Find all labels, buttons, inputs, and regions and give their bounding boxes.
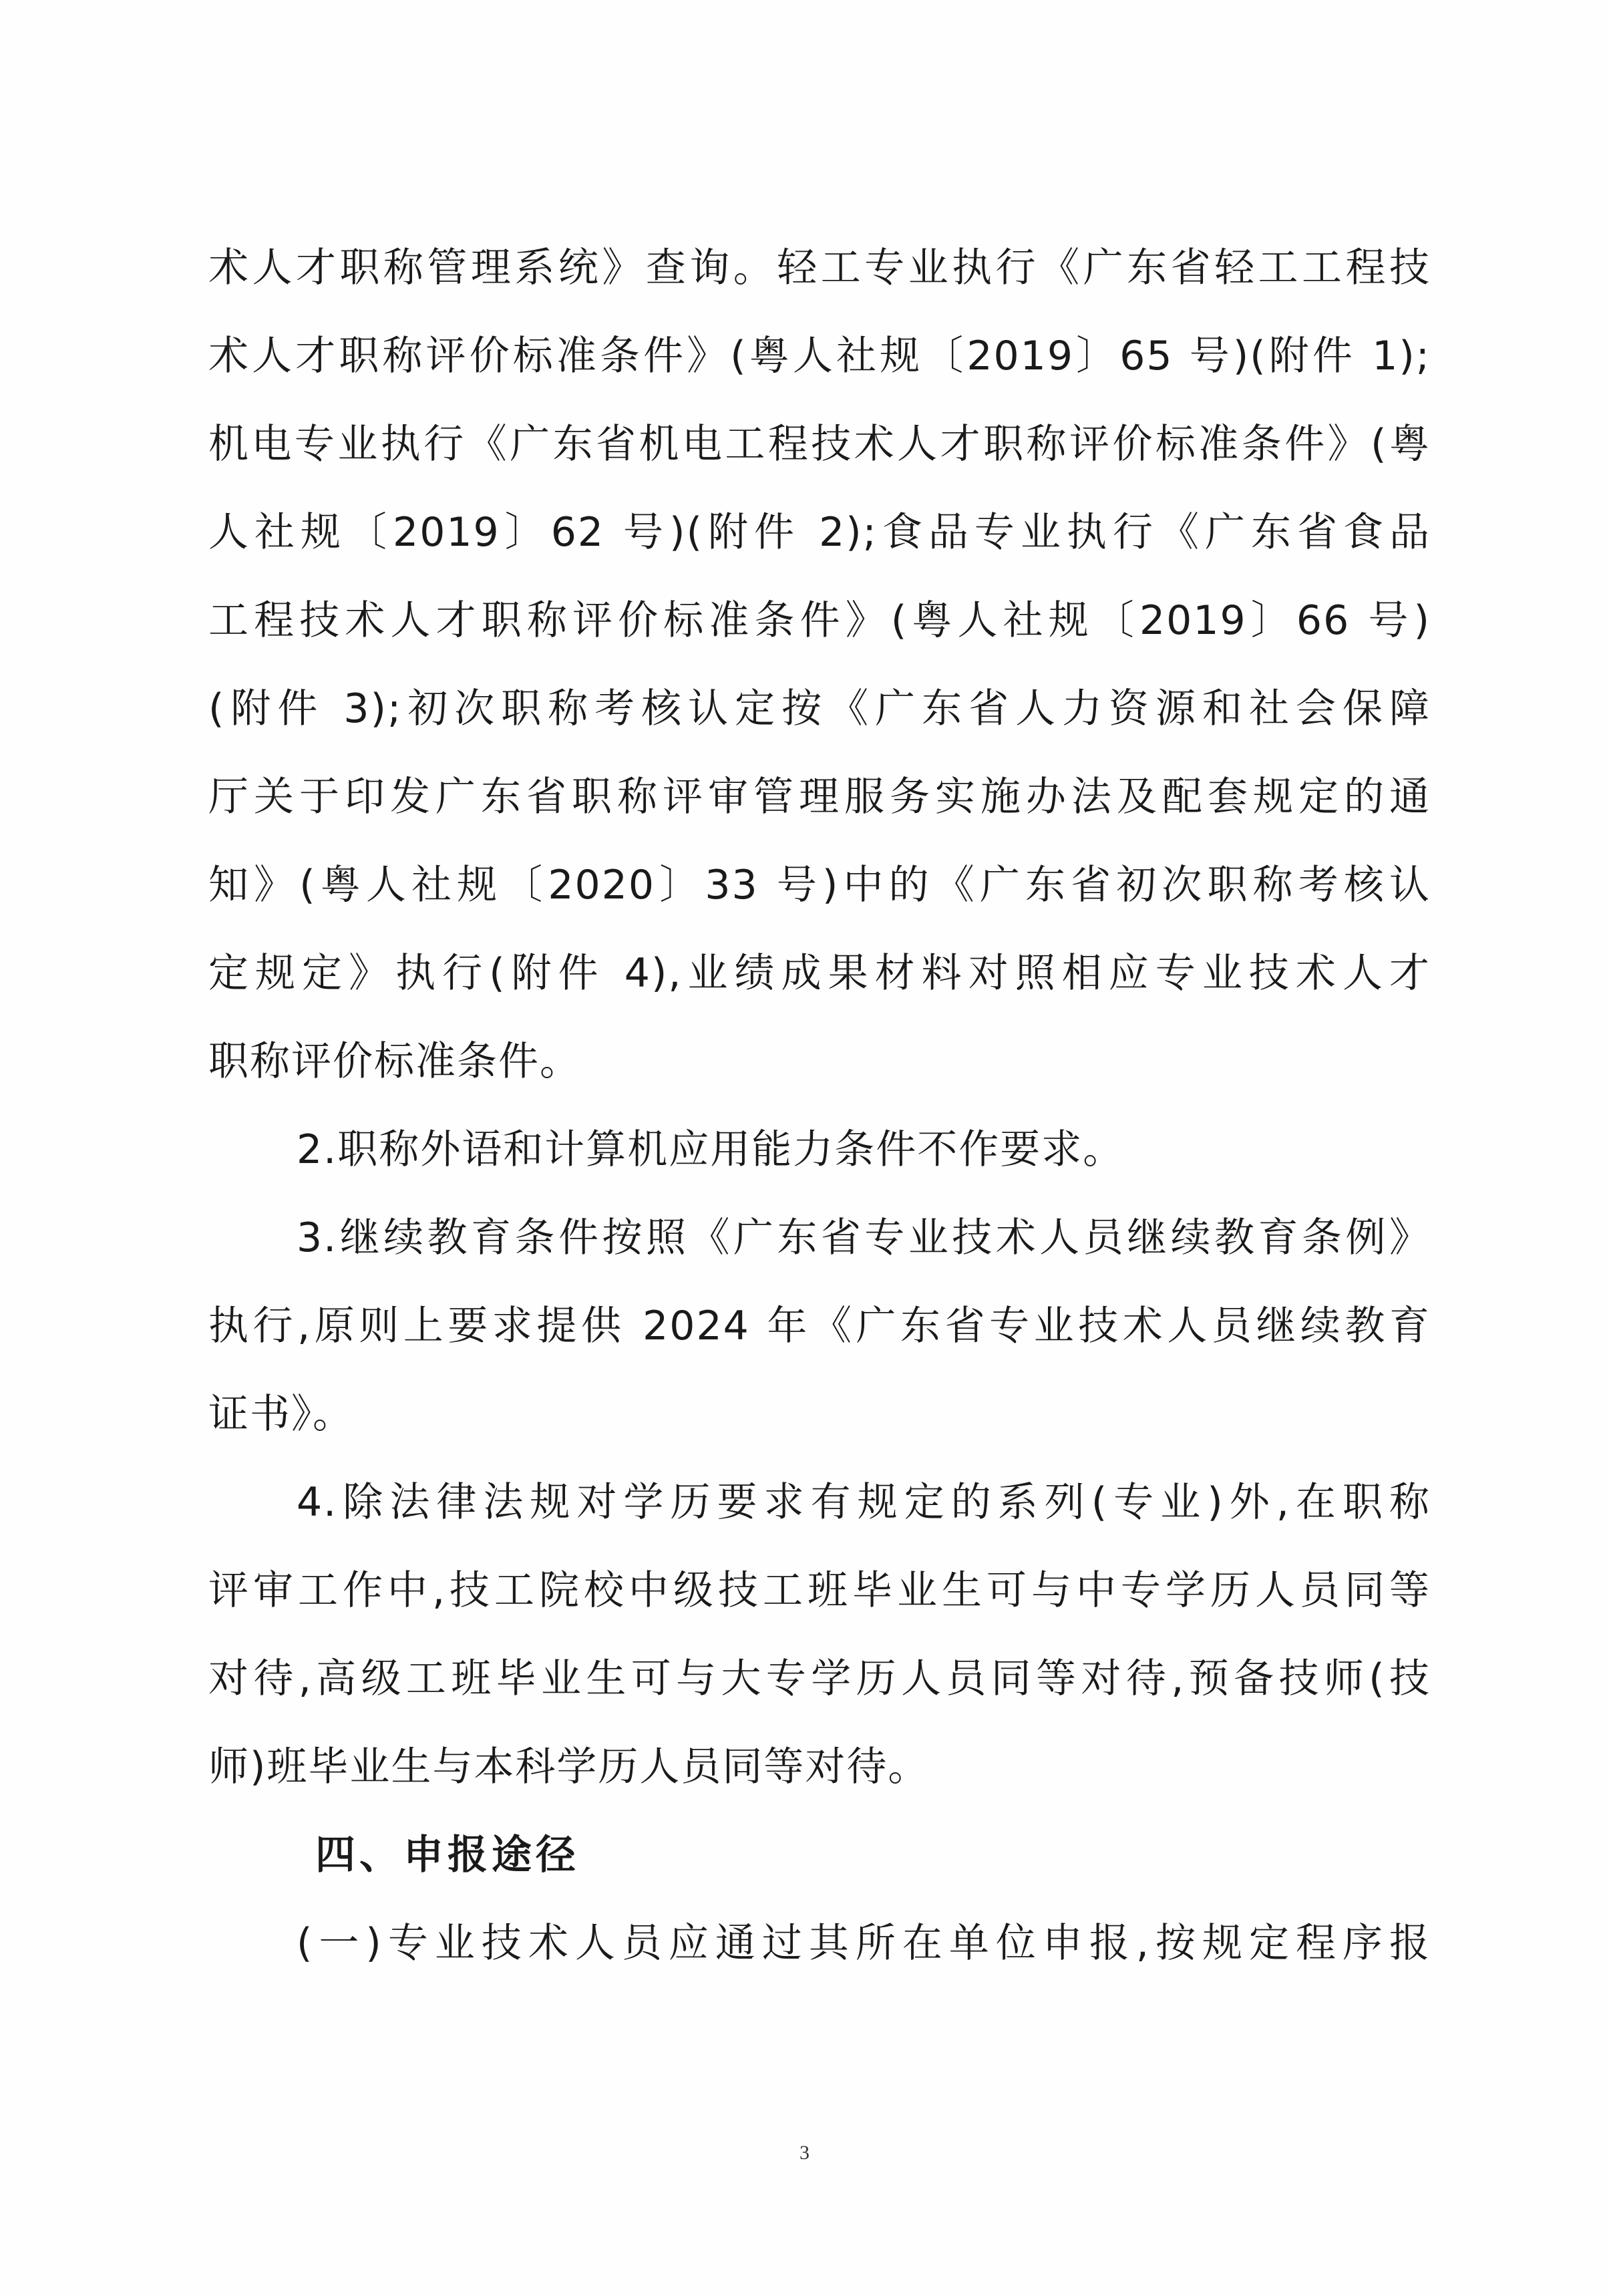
paragraph-line: 厅关于印发广东省职称评审管理服务实施办法及配套规定的通: [208, 774, 1431, 820]
paragraph-line: 执行,原则上要求提供 2024 年《广东省专业技术人员继续教育: [208, 1303, 1431, 1349]
paragraph-line: 对待,高级工班毕业生可与大专学历人员同等对待,预备技师(技: [208, 1655, 1431, 1702]
paragraph-line: 职称评价标准条件。: [208, 1038, 581, 1085]
paragraph-line: 术人才职称管理系统》查询。轻工专业执行《广东省轻工工程技: [208, 244, 1431, 291]
paragraph-line: 评审工作中,技工院校中级技工班毕业生可与中专学历人员同等: [208, 1567, 1431, 1614]
paragraph-line: 术人才职称评价标准条件》(粤人社规〔2019〕65 号)(附件 1);: [208, 333, 1431, 379]
paragraph-line: 工程技术人才职称评价标准条件》(粤人社规〔2019〕66 号): [208, 597, 1431, 644]
paragraph-line: 知》(粤人社规〔2020〕33 号)中的《广东省初次职称考核认: [208, 862, 1431, 909]
document-body: [208, 246, 1431, 2009]
paragraph-line: 人社规〔2019〕62 号)(附件 2);食品专业执行《广东省食品: [208, 509, 1431, 556]
page-number: 3: [799, 2142, 810, 2164]
paragraph-line: 2.职称外语和计算机应用能力条件不作要求。: [297, 1126, 1125, 1173]
paragraph-line: 证书》。: [208, 1391, 354, 1438]
paragraph-line: 机电专业执行《广东省机电工程技术人才职称评价标准条件》(粤: [208, 421, 1431, 468]
paragraph-line: (附件 3);初次职称考核认定按《广东省人力资源和社会保障: [208, 685, 1431, 732]
paragraph-line: 4.除法律法规对学历要求有规定的系列(专业)外,在职称: [297, 1479, 1431, 1526]
section-heading: 四、申报途径: [315, 1832, 580, 1878]
paragraph-line: 定规定》执行(附件 4),业绩成果材料对照相应专业技术人才: [208, 950, 1431, 997]
paragraph-line: 3.继续教育条件按照《广东省专业技术人员继续教育条例》: [297, 1214, 1431, 1261]
paragraph-line: 师)班毕业生与本科学历人员同等对待。: [208, 1744, 930, 1790]
paragraph-line: (一)专业技术人员应通过其所在单位申报,按规定程序报: [297, 1920, 1431, 1967]
